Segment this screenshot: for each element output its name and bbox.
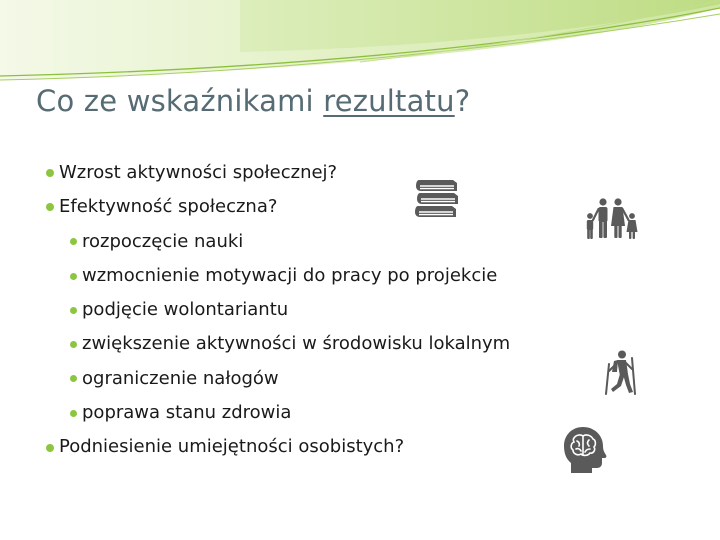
bullet-dot-icon: [70, 341, 77, 348]
bullet-text: Wzrost aktywności społecznej?: [59, 162, 338, 183]
bullet-dot-icon: [46, 444, 54, 452]
bullet-dot-icon: [46, 169, 54, 177]
title-underlined-word: rezultatu: [323, 84, 455, 118]
sub-bullet-item: [44, 327, 510, 361]
hiker-icon: [600, 350, 642, 396]
bullet-text: ograniczenie nałogów: [82, 367, 279, 389]
page-title: [36, 84, 470, 118]
bullet-text: zwiększenie aktywności w środowisku lokalnym: [82, 333, 511, 355]
sub-bullet-item: [44, 293, 510, 327]
bullet-dot-icon: [70, 273, 77, 280]
sub-bullet-item: [44, 259, 510, 293]
books-icon: [412, 176, 460, 220]
head-brain-icon: [563, 426, 607, 474]
sub-bullet-item: [44, 362, 510, 396]
bullet-dot-icon: [70, 410, 77, 417]
family-icon: [582, 198, 640, 240]
sub-bullet-item: [44, 225, 510, 259]
bullet-text: Podniesienie umiejętności osobistych?: [59, 436, 405, 458]
bullet-dot-icon: [46, 203, 54, 211]
sub-bullet-item: [44, 396, 510, 430]
title-suffix: ?: [454, 84, 471, 118]
bullet-dot-icon: [70, 375, 77, 382]
bullet-text: wzmocnienie motywacji do pracy po projekcie: [82, 264, 498, 286]
bullet-text: Efektywność społeczna?: [59, 196, 278, 218]
header-swoosh-decoration: [0, 0, 720, 90]
bullet-dot-icon: [70, 238, 77, 245]
bullet-text: poprawa stanu zdrowia: [82, 402, 292, 424]
bullet-text: rozpoczęcie nauki: [82, 230, 244, 252]
bullet-dot-icon: [70, 307, 77, 314]
title-prefix: Co ze wskaźnikami: [36, 84, 324, 118]
bullet-item: [44, 430, 510, 464]
bullet-text: podjęcie wolontariantu: [82, 299, 289, 321]
